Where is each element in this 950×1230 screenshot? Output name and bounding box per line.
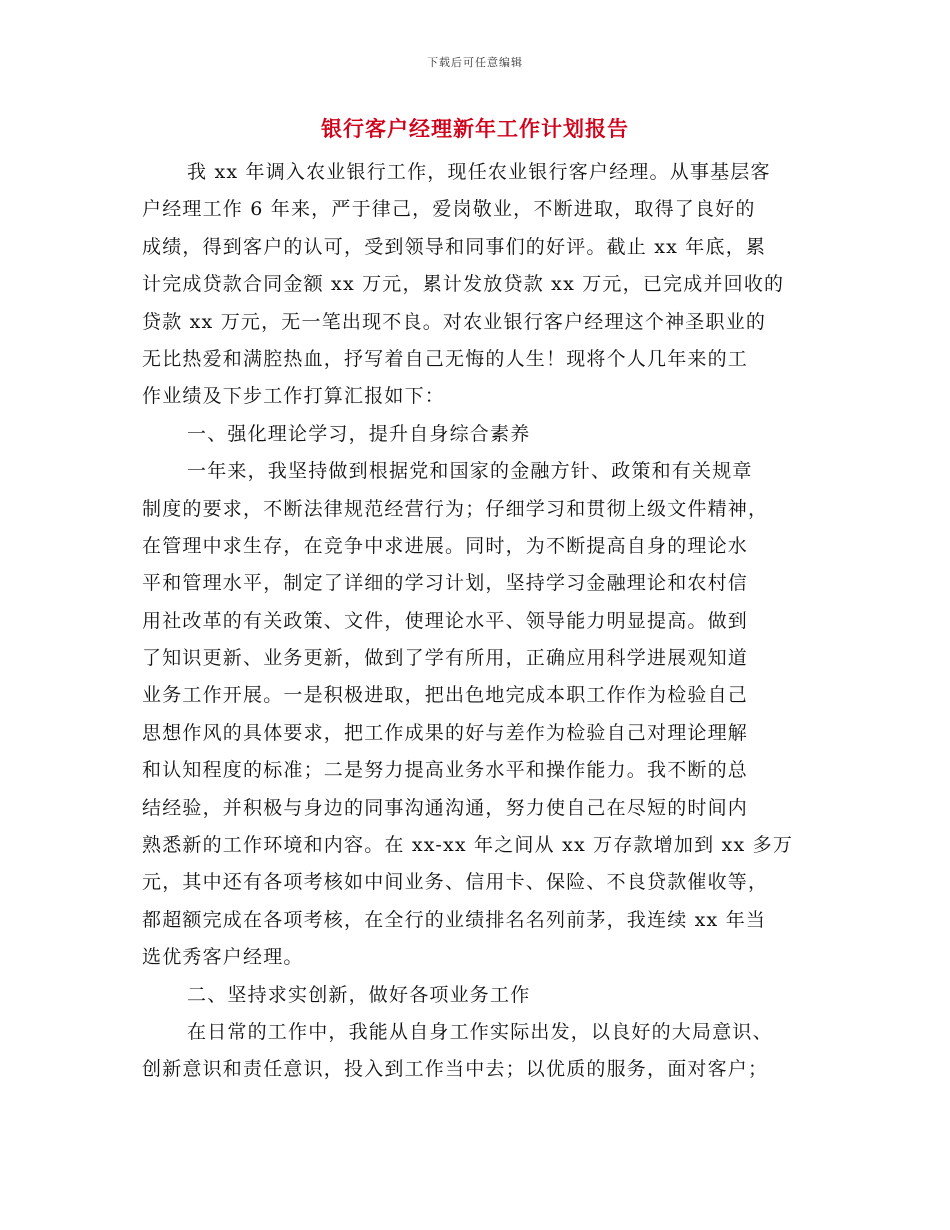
document-title: 银行客户经理新年工作计划报告 <box>321 116 629 141</box>
text-line: 无比热爱和满腔热血，抒写着自己无悔的人生！现将个人几年来的工 <box>142 347 749 370</box>
text-line: 在管理中求生存，在竞争中求进展。同时，为不断提高自身的理论水 <box>142 534 749 557</box>
text-line: 用社改革的有关政策、文件，使理论水平、领导能力明显提高。做到 <box>142 609 749 632</box>
document-body <box>142 154 814 1089</box>
text-line: 在日常的工作中，我能从自身工作实际出发，以良好的大局意识、 <box>187 1020 773 1043</box>
text-line: 制度的要求，不断法律规范经营行为；仔细学习和贯彻上级文件精神， <box>142 497 769 520</box>
section-heading: 二、坚持求实创新，做好各项业务工作 <box>187 983 531 1006</box>
text-line: 创新意识和责任意识，投入到工作当中去；以优质的服务，面对客户； <box>142 1058 769 1081</box>
text-line: 业务工作开展。一是积极进取，把出色地完成本职工作作为检验自己 <box>142 684 749 707</box>
text-line: 结经验，并积极与身边的同事沟通沟通，努力使自己在尽短的时间内 <box>142 796 749 819</box>
text-line: 我 xx 年调入农业银行工作，现任农业银行客户经理。从事基层客 <box>187 161 771 183</box>
header-note: 下载后可任意编辑 <box>427 56 523 69</box>
text-line: 都超额完成在各项考核，在全行的业绩排名名列前茅，我连续 xx 年当 <box>142 908 767 931</box>
text-line: 成绩，得到客户的认可，受到领导和同事们的好评。截止 xx 年底，累 <box>142 235 767 258</box>
section-heading: 一、强化理论学习，提升自身综合素养 <box>187 422 531 445</box>
text-line: 思想作风的具体要求，把工作成果的好与差作为检验自己对理论理解 <box>142 721 749 744</box>
text-line: 户经理工作 6 年来，严于律己，爱岗敬业，不断进取，取得了良好的 <box>142 198 756 221</box>
text-line: 选优秀客户经理。 <box>142 946 304 969</box>
text-line: 和认知程度的标准；二是努力提高业务水平和操作能力。我不断的总 <box>142 759 749 782</box>
text-line: 计完成贷款合同金额 xx 万元，累计发放贷款 xx 万元，已完成并回收的 <box>142 273 785 296</box>
text-line: 元，其中还有各项考核如中间业务、信用卡、保险、不良贷款催收等， <box>142 871 769 894</box>
text-line: 了知识更新、业务更新，做到了学有所用，正确应用科学进展观知道 <box>142 647 749 670</box>
text-line: 一年来，我坚持做到根据党和国家的金融方针、政策和有关规章 <box>187 460 753 483</box>
text-line: 作业绩及下步工作打算汇报如下： <box>142 385 446 408</box>
text-line: 贷款 xx 万元，无一笔出现不良。对农业银行客户经理这个神圣职业的 <box>142 310 767 333</box>
text-line: 平和管理水平，制定了详细的学习计划，坚持学习金融理论和农村信 <box>142 572 749 595</box>
text-line: 熟悉新的工作环境和内容。在 xx-xx 年之间从 xx 万存款增加到 xx 多万 <box>142 834 794 857</box>
